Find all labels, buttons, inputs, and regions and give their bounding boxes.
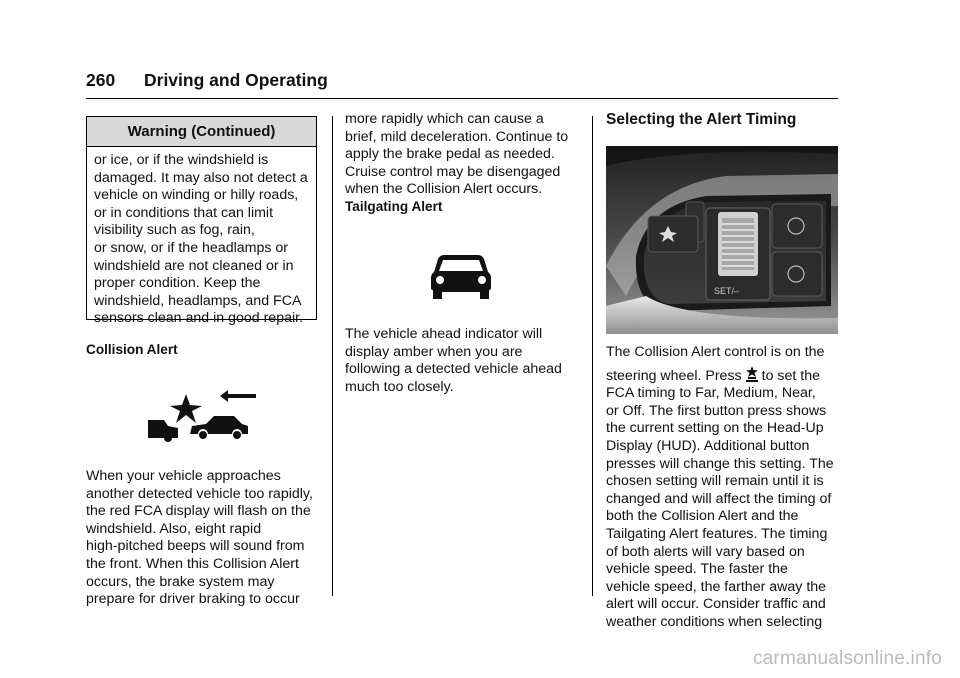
header-rule bbox=[86, 98, 838, 99]
text-fragment: steering wheel. Press bbox=[606, 367, 742, 384]
text-line: alert will occur. Consider traffic and bbox=[606, 596, 826, 613]
warning-line: visibility such as fog, rain, bbox=[94, 222, 255, 239]
collision-alert-heading: Collision Alert bbox=[86, 342, 178, 357]
watermark: carmanualsonline.info bbox=[752, 648, 942, 669]
warning-line: windshield are not cleaned or in bbox=[94, 257, 294, 274]
set-label: SET/– bbox=[714, 286, 740, 296]
warning-line: or snow, or if the headlamps or bbox=[94, 239, 288, 256]
tailgating-alert-heading: Tailgating Alert bbox=[345, 199, 443, 214]
vehicle-ahead-icon bbox=[430, 252, 492, 302]
text-line: another detected vehicle too rapidly, bbox=[86, 485, 313, 502]
warning-line: sensors clean and in good repair. bbox=[94, 310, 304, 327]
warning-line: proper condition. Keep the bbox=[94, 275, 261, 292]
alert-timing-text bbox=[606, 344, 842, 632]
text-line: following a detected vehicle ahead bbox=[345, 361, 562, 378]
text-line: or Off. The first button press shows bbox=[606, 402, 827, 419]
text-line: presses will change this setting. The bbox=[606, 455, 834, 472]
text-line: vehicle speed. The faster the bbox=[606, 561, 788, 578]
warning-line: vehicle on winding or hilly roads, bbox=[94, 187, 299, 204]
text-line: The Collision Alert control is on the bbox=[606, 344, 825, 360]
text-line-with-icon bbox=[606, 365, 842, 386]
text-line: changed and will affect the timing of bbox=[606, 490, 832, 507]
warning-line: windshield, headlamps, and FCA bbox=[94, 292, 302, 309]
text-line: The vehicle ahead indicator will bbox=[345, 326, 543, 342]
text-line: Display (HUD). Additional button bbox=[606, 437, 810, 454]
warning-line: or in conditions that can limit bbox=[94, 204, 274, 221]
text-line: Cruise control may be disengaged bbox=[345, 163, 561, 180]
text-line: more rapidly which can cause a bbox=[345, 111, 544, 127]
collision-alert-icon bbox=[146, 388, 258, 444]
page-number: 260 bbox=[86, 70, 116, 90]
text-line: brief, mild deceleration. Continue to bbox=[345, 128, 569, 145]
warning-text bbox=[87, 147, 316, 328]
section-title: Driving and Operating bbox=[144, 70, 328, 90]
text-line: much too closely. bbox=[345, 378, 454, 395]
text-line: When your vehicle approaches bbox=[86, 468, 281, 484]
warning-line: or ice, or if the windshield is bbox=[94, 152, 269, 168]
text-line: the front. When this Collision Alert bbox=[86, 555, 299, 572]
warning-line: damaged. It may also not detect a bbox=[94, 169, 308, 186]
text-fragment: to set the bbox=[761, 367, 821, 384]
alert-timing-heading: Selecting the Alert Timing bbox=[606, 111, 797, 128]
text-line: FCA timing to Far, Medium, Near, bbox=[606, 385, 816, 402]
text-line: display amber when you are bbox=[345, 343, 523, 360]
page-header bbox=[86, 70, 328, 91]
text-line: the current setting on the Head-Up bbox=[606, 420, 824, 437]
tailgating-alert-text bbox=[345, 326, 585, 396]
text-line: the red FCA display will flash on the bbox=[86, 503, 311, 520]
text-line: when the Collision Alert occurs. bbox=[345, 181, 543, 198]
warning-title: Warning (Continued) bbox=[87, 117, 316, 147]
text-line: apply the brake pedal as needed. bbox=[345, 146, 555, 163]
steering-wheel-controls-photo bbox=[606, 146, 838, 334]
text-line: high-pitched beeps will sound from bbox=[86, 538, 305, 555]
text-line: of both alerts will vary based on bbox=[606, 543, 805, 560]
warning-box bbox=[86, 116, 317, 327]
text-line: Tailgating Alert features. The timing bbox=[606, 525, 828, 542]
text-line: occurs, the brake system may bbox=[86, 573, 275, 590]
text-line: weather conditions when selecting bbox=[606, 613, 823, 630]
text-line: chosen setting will remain until it is bbox=[606, 473, 824, 490]
text-line: vehicle speed, the farther away the bbox=[606, 578, 827, 595]
collision-alert-continued bbox=[345, 111, 585, 199]
column-divider-1 bbox=[332, 116, 333, 596]
column-divider-2 bbox=[592, 116, 593, 596]
collision-alert-text bbox=[86, 468, 326, 609]
text-line: prepare for driver braking to occur bbox=[86, 591, 300, 608]
text-line: windshield. Also, eight rapid bbox=[86, 520, 262, 537]
collision-alert-button-icon bbox=[743, 365, 761, 383]
text-line: both the Collision Alert and the bbox=[606, 508, 799, 525]
